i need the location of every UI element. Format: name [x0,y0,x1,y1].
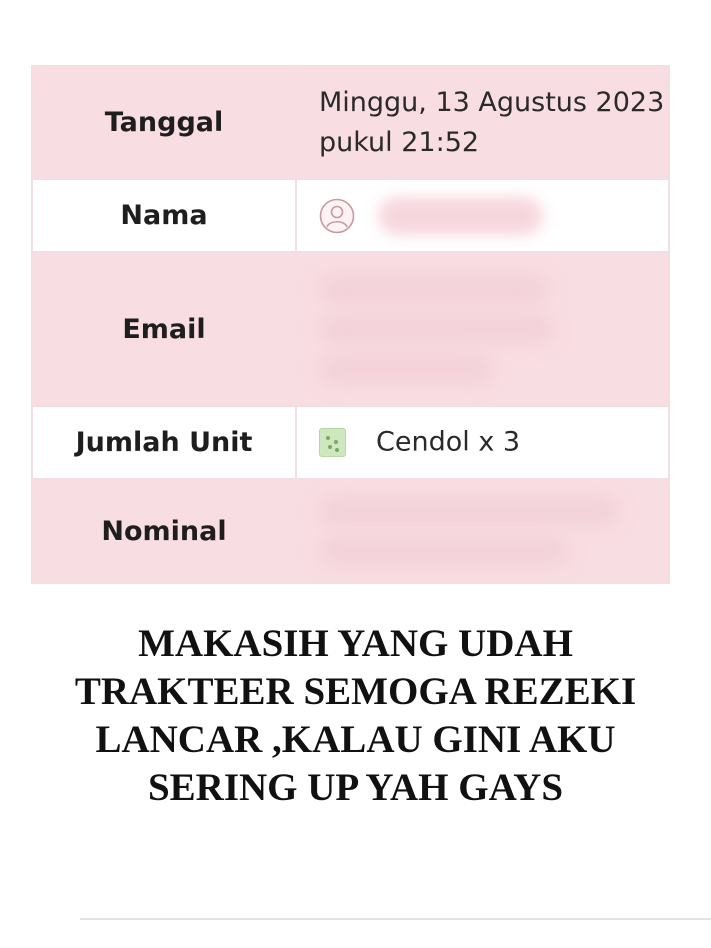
email-label: Email [32,252,296,406]
row-tanggal [32,66,669,179]
jumlah-unit-text: Cendol x 3 [376,426,521,458]
redacted-email-line-1 [319,274,549,304]
redacted-email-line-3 [319,354,494,384]
email-value [296,252,669,406]
cendol-icon [319,428,346,457]
row-jumlah-unit [32,406,669,479]
jumlah-unit-label: Jumlah Unit [32,406,296,479]
jumlah-unit-value [296,406,669,479]
redacted-name [378,197,543,235]
row-nominal [32,479,669,583]
tanggal-value: Minggu, 13 Agustus 2023 pukul 21:52 [296,66,669,179]
nama-label: Nama [32,179,296,252]
nominal-label: Nominal [32,479,296,583]
thank-you-caption: MAKASIH YANG UDAH TRAKTEER SEMOGA REZEKI LANCAR ,KALAU GINI AKU SERING UP YAH GAYS [74,622,637,809]
tanggal-label: Tanggal [32,66,296,179]
user-avatar-icon [319,198,355,234]
nominal-value [296,479,669,583]
receipt-table [31,65,670,584]
row-nama [32,179,669,252]
row-email [32,252,669,406]
redacted-nominal-line-1 [319,496,619,526]
redacted-nominal-line-2 [319,536,569,566]
redacted-email-line-2 [319,314,554,344]
nama-value [296,179,669,252]
bottom-divider [80,918,711,920]
